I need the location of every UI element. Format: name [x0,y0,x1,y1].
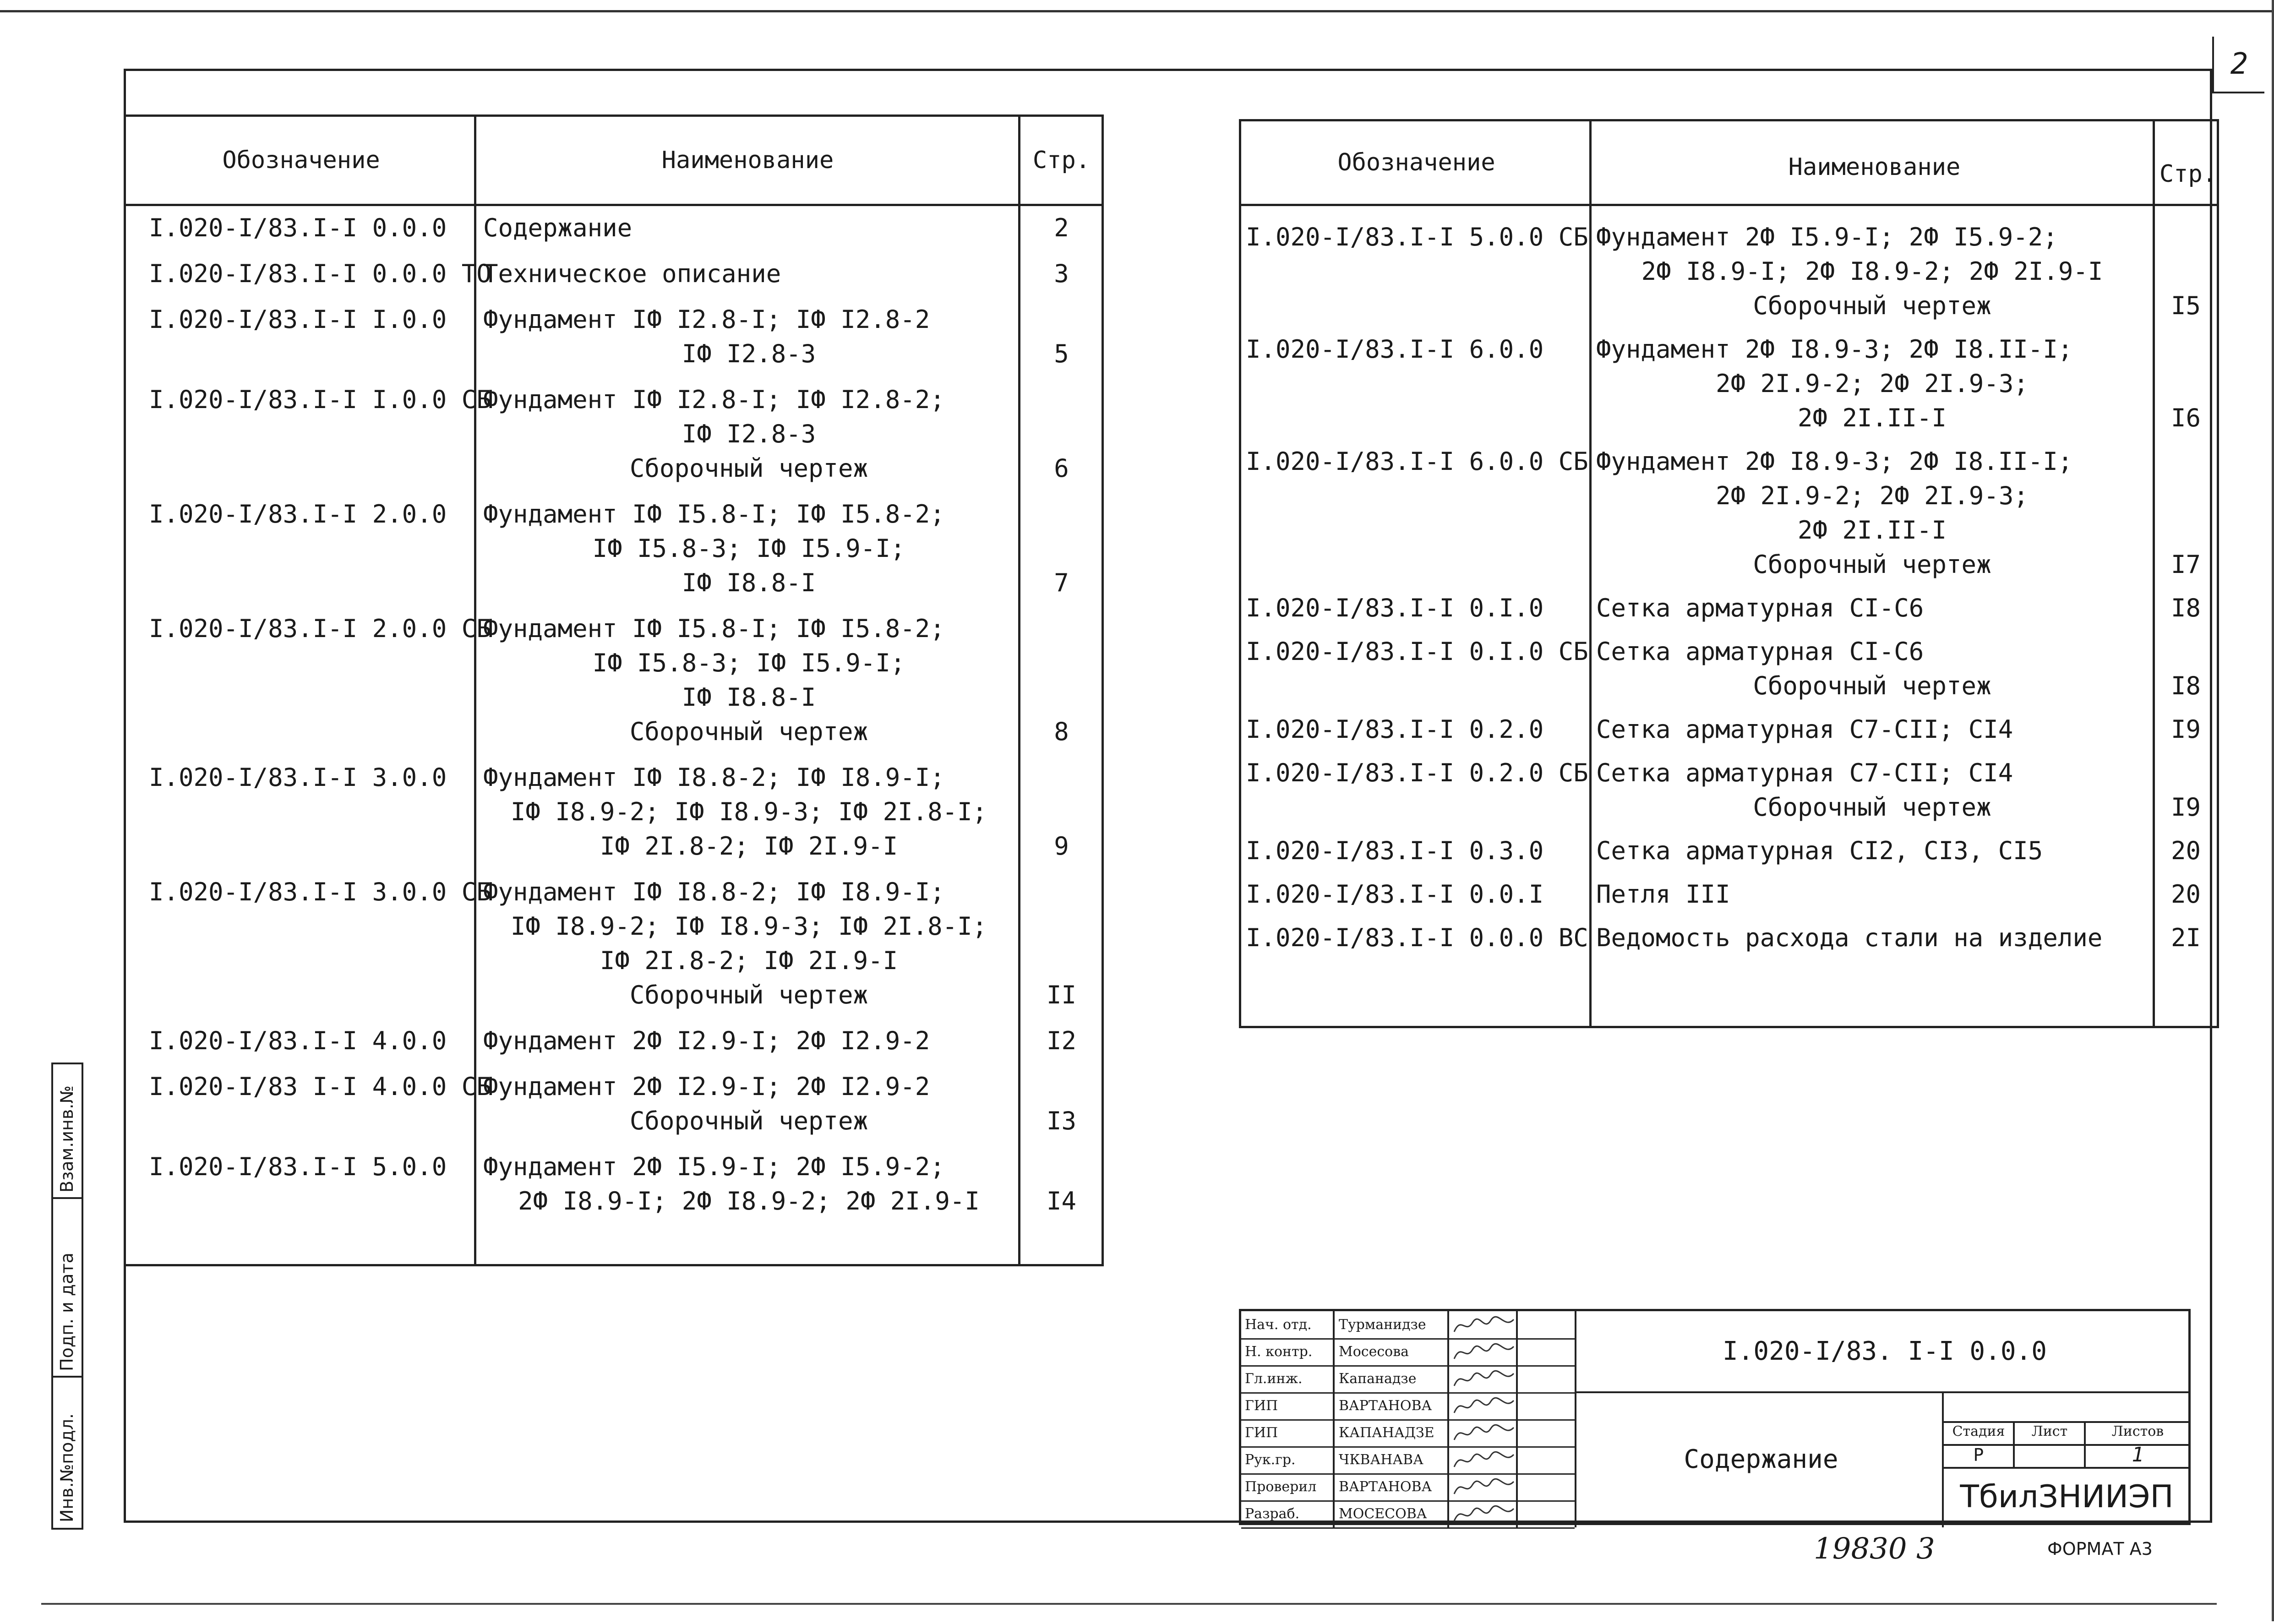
table-row [1241,834,2217,868]
table-row [1241,877,2217,911]
handwritten-signature [1450,1338,1518,1365]
table-row [1241,220,2217,323]
handwritten-signature [1450,1446,1518,1473]
row-code: I.020-I/83.I-I 0.0.0 ТО [149,259,491,288]
right-header-name: Наименование [1788,153,1961,181]
row-name-line: Фундамент IФ I8.8-2; IФ I8.9-I; [483,877,945,906]
row-code: I.020-I/83.I-I 5.0.0 [149,1152,447,1181]
row-page: I5 [2170,291,2201,320]
row-page: 5 [1054,339,1069,368]
row-name-line: IФ I5.8-3; IФ I5.9-I; [592,534,905,563]
row-name [1596,756,2148,824]
table-row [126,497,1102,600]
sheet-number: 2 [2212,37,2264,93]
row-name-line: Сборочный чертеж [1753,793,1991,822]
row-name-line: Фундамент IФ I8.8-2; IФ I8.9-I; [483,763,945,792]
row-name [483,302,1014,371]
row-code: I.020-I/83.I-I 0.2.0 СБ [1246,758,1588,787]
row-code: I.020-I/83.I-I 0.I.0 [1246,594,1544,622]
row-name [483,256,1014,291]
row-name [483,1024,1014,1058]
signature-row [1241,1311,1575,1340]
row-code: I.020-I/83.I-I 0.0.0 ВС [1246,923,1588,952]
row-name-line: Сборочный чертеж [1753,291,1991,320]
outer-frame-top [0,10,2274,12]
signature-row [1241,1446,1575,1475]
left-contents-table [124,114,1104,1266]
side-label-inventory: Инв.№подл. [57,1413,77,1522]
row-name-line: Содержание [483,213,633,242]
stage-value: Р [1973,1445,1984,1465]
sheets-label: Листов [2111,1423,2164,1439]
row-name-line: Фундамент IФ I2.8-I; IФ I2.8-2 [483,305,930,334]
table-row [1241,634,2217,703]
table-row [126,875,1102,1012]
row-page: I9 [2170,793,2201,822]
row-name [1596,877,2148,911]
row-name [483,611,1014,749]
table-row [126,256,1102,291]
handwritten-signature [1450,1365,1518,1392]
row-name [1596,712,2148,747]
table-row [126,211,1102,245]
row-code: I.020-I/83.I-I 0.3.0 [1246,836,1544,865]
row-page: II [1046,981,1077,1009]
row-page: 20 [2170,836,2201,865]
row-name-line: IФ I8.9-2; IФ I8.9-3; IФ 2I.8-I; [510,912,987,941]
row-name-line: Петля III [1596,880,1730,909]
row-name [1596,444,2148,582]
row-name [1596,220,2148,323]
signature-role: Н. контр. [1245,1344,1313,1360]
row-page: 7 [1054,568,1069,597]
left-header-name: Наименование [661,147,834,174]
row-page: 2I [2170,923,2201,952]
signature-name: МОСЕСОВА [1339,1506,1427,1522]
signature-name: ВАРТАНОВА [1339,1479,1432,1495]
handwritten-signature [1450,1500,1518,1527]
row-name-line: Сетка арматурная С7-СII; СI4 [1596,715,2013,744]
row-name [483,1150,1014,1218]
row-name-line: 2Ф 2I.II-I [1797,516,1947,545]
row-name-line: Фундамент 2Ф I2.9-I; 2Ф I2.9-2 [483,1072,930,1101]
organization: ТбилЗНИИЭП [1960,1478,2174,1515]
row-name-line: 2Ф 2I.9-2; 2Ф 2I.9-3; [1716,369,2029,398]
row-code: I.020-I/83.I-I 3.0.0 СБ [149,877,491,906]
table-row [126,1150,1102,1218]
row-page: I8 [2170,671,2201,700]
row-name-line: Сборочный чертеж [629,981,868,1009]
row-page: I2 [1046,1026,1077,1055]
stamp-divider-stage-v1 [2013,1421,2015,1468]
table-row [126,1069,1102,1138]
row-name [483,875,1014,1012]
row-name [483,760,1014,863]
signature-name: ЧКВАНАВА [1339,1452,1423,1468]
stamp-divider-sign [1516,1311,1518,1527]
handwritten-signature [1450,1473,1518,1500]
row-name-line: Сетка арматурная СI2, СI3, СI5 [1596,836,2043,865]
stamp-divider-title [1942,1391,1944,1527]
format-label: ФОРМАТ А3 [2047,1539,2153,1559]
row-name-line: Фундамент IФ I2.8-I; IФ I2.8-2; [483,385,945,414]
row-code: I.020-I/83.I-I I.0.0 [149,305,447,334]
row-code: I.020-I/83.I-I 5.0.0 СБ [1246,223,1588,251]
row-name-line: Сетка арматурная СI-С6 [1596,637,1924,666]
row-name [483,211,1014,245]
signature-name: Капанадзе [1339,1371,1417,1387]
row-name-line: Сетка арматурная С7-СII; СI4 [1596,758,2013,787]
row-name-line: Сборочный чертеж [629,454,868,483]
row-code: I.020-I/83.I-I 4.0.0 [149,1026,447,1055]
left-header-page: Стр. [1032,147,1091,174]
row-code: I.020-I/83.I-I 6.0.0 [1246,335,1544,364]
signature-row [1241,1473,1575,1502]
side-strip [51,1063,83,1530]
row-page: I8 [2170,594,2201,622]
row-name-line: IФ 2I.8-2; IФ 2I.9-I [600,946,898,975]
row-name-line: Фундамент 2Ф I2.9-I; 2Ф I2.9-2 [483,1026,930,1055]
sheets-value: 1 [2132,1443,2144,1466]
document-title: Содержание [1684,1444,1838,1474]
row-code: I.020-I/83.I-I 0.2.0 [1246,715,1544,744]
inventory-number: 19830 3 [1814,1532,1935,1566]
table-row [126,611,1102,749]
row-page: 2 [1054,213,1069,242]
table-row [1241,712,2217,747]
table-row [126,382,1102,485]
row-name-line: IФ I5.8-3; IФ I5.9-I; [592,649,905,677]
row-code: I.020-I/83.I-I 2.0.0 [149,500,447,529]
right-table-header [1241,121,2217,206]
signature-row [1241,1419,1575,1448]
row-name [483,497,1014,600]
signature-role: ГИП [1245,1398,1278,1414]
row-name-line: Фундамент 2Ф I5.9-I; 2Ф I5.9-2; [483,1152,945,1181]
row-name-line: IФ I8.9-2; IФ I8.9-3; IФ 2I.8-I; [510,797,987,826]
signature-name: ВАРТАНОВА [1339,1398,1432,1414]
signature-name: Мосесова [1339,1344,1409,1360]
signature-role: Нач. отд. [1245,1317,1312,1333]
row-name-line: Фундамент IФ I5.8-I; IФ I5.8-2; [483,614,945,643]
row-name-line: IФ I2.8-3 [682,339,816,368]
row-name [1596,834,2148,868]
row-page: 6 [1054,454,1069,483]
table-row [126,302,1102,371]
table-row [126,760,1102,863]
title-block [1239,1309,2191,1525]
row-name-line: Фундамент 2Ф I8.9-3; 2Ф I8.II-I; [1596,447,2073,476]
row-page: I4 [1046,1187,1077,1215]
row-code: I.020-I/83 I-I 4.0.0 СБ [149,1072,491,1101]
row-name-line: 2Ф 2I.II-I [1797,403,1947,432]
signature-role: ГИП [1245,1425,1278,1441]
row-name-line: Ведомость расхода стали на изделие [1596,923,2103,952]
table-row [1241,444,2217,582]
handwritten-signature [1450,1311,1518,1338]
table-row [1241,921,2217,955]
row-name-line: 2Ф 2I.9-2; 2Ф 2I.9-3; [1716,481,2029,510]
stamp-divider-role [1333,1311,1335,1527]
signature-name: Турманидзе [1339,1317,1426,1333]
row-code: I.020-I/83.I-I 6.0.0 СБ [1246,447,1588,476]
row-code: I.020-I/83.I-I 3.0.0 [149,763,447,792]
row-code: I.020-I/83.I-I 0.0.0 [149,213,447,242]
row-name-line: Фундамент 2Ф I5.9-I; 2Ф I5.9-2; [1596,223,2058,251]
row-page: 3 [1054,259,1069,288]
signature-role: Рук.гр. [1245,1452,1296,1468]
table-row [1241,591,2217,625]
row-page: I9 [2170,715,2201,744]
row-name-line: Сборочный чертеж [629,717,868,746]
designation: I.020-I/83. I-I 0.0.0 [1722,1336,2047,1366]
side-label-replace: Взам.инв.№ [57,1085,77,1193]
row-name-line: IФ I8.8-I [682,568,816,597]
row-page: 20 [2170,880,2201,909]
row-name-line: IФ I2.8-3 [682,420,816,448]
row-name-line: Техническое описание [483,259,781,288]
right-header-code: Обозначение [1337,149,1495,176]
right-contents-table [1239,119,2219,1028]
stage-label: Стадия [1952,1423,2005,1439]
row-page: I7 [2170,550,2201,579]
row-name [1596,921,2148,955]
row-name-line: IФ I8.8-I [682,683,816,712]
right-header-page: Стр. [2159,160,2217,188]
left-table-header [126,117,1102,206]
stamp-divider-name [1447,1311,1449,1527]
handwritten-signature [1450,1392,1518,1419]
stamp-divider-org [1942,1467,2191,1469]
handwritten-signature [1450,1419,1518,1446]
row-name-line: IФ 2I.8-2; IФ 2I.9-I [600,832,898,861]
row-page: I6 [2170,403,2201,432]
stamp-divider-stage-v2 [2084,1421,2086,1468]
row-name-line: Сборочный чертеж [1753,550,1991,579]
row-name-line: 2Ф I8.9-I; 2Ф I8.9-2; 2Ф 2I.9-I [518,1187,980,1215]
row-code: I.020-I/83.I-I I.0.0 СБ [149,385,491,414]
row-code: I.020-I/83.I-I 0.0.I [1246,880,1544,909]
row-name [1596,634,2148,703]
row-name-line: Сетка арматурная СI-С6 [1596,594,1924,622]
table-row [1241,756,2217,824]
signature-name: КАПАНАДЗЕ [1339,1425,1434,1441]
stamp-divider-stage [1942,1421,2191,1423]
row-name-line: Сборочный чертеж [1753,671,1991,700]
stamp-divider-date [1575,1311,1576,1527]
signature-row [1241,1392,1575,1421]
signature-row [1241,1338,1575,1367]
row-page: I3 [1046,1106,1077,1135]
signature-row [1241,1500,1575,1529]
row-name-line: Сборочный чертеж [629,1106,868,1135]
row-name-line: Фундамент IФ I5.8-I; IФ I5.8-2; [483,500,945,529]
row-name [1596,591,2148,625]
row-name-line: Фундамент 2Ф I8.9-3; 2Ф I8.II-I; [1596,335,2073,364]
row-code: I.020-I/83.I-I 0.I.0 СБ [1246,637,1588,666]
signature-role: Разраб. [1245,1506,1300,1522]
row-code: I.020-I/83.I-I 2.0.0 СБ [149,614,491,643]
sheet-label: Лист [2031,1423,2068,1439]
signature-role: Проверил [1245,1479,1317,1495]
row-name-line: 2Ф I8.9-I; 2Ф I8.9-2; 2Ф 2I.9-I [1641,257,2103,286]
side-label-signature: Подп. и дата [57,1253,77,1371]
row-page: 9 [1054,832,1069,861]
table-row [1241,332,2217,435]
row-name [1596,332,2148,435]
row-name [483,382,1014,485]
table-row [126,1024,1102,1058]
row-name [483,1069,1014,1138]
outer-frame-bottom [41,1603,2217,1605]
signature-row [1241,1365,1575,1394]
outer-frame-right [2272,0,2274,1621]
row-page: 8 [1054,717,1069,746]
left-header-code: Обозначение [222,147,380,174]
signature-role: Гл.инж. [1245,1371,1303,1387]
